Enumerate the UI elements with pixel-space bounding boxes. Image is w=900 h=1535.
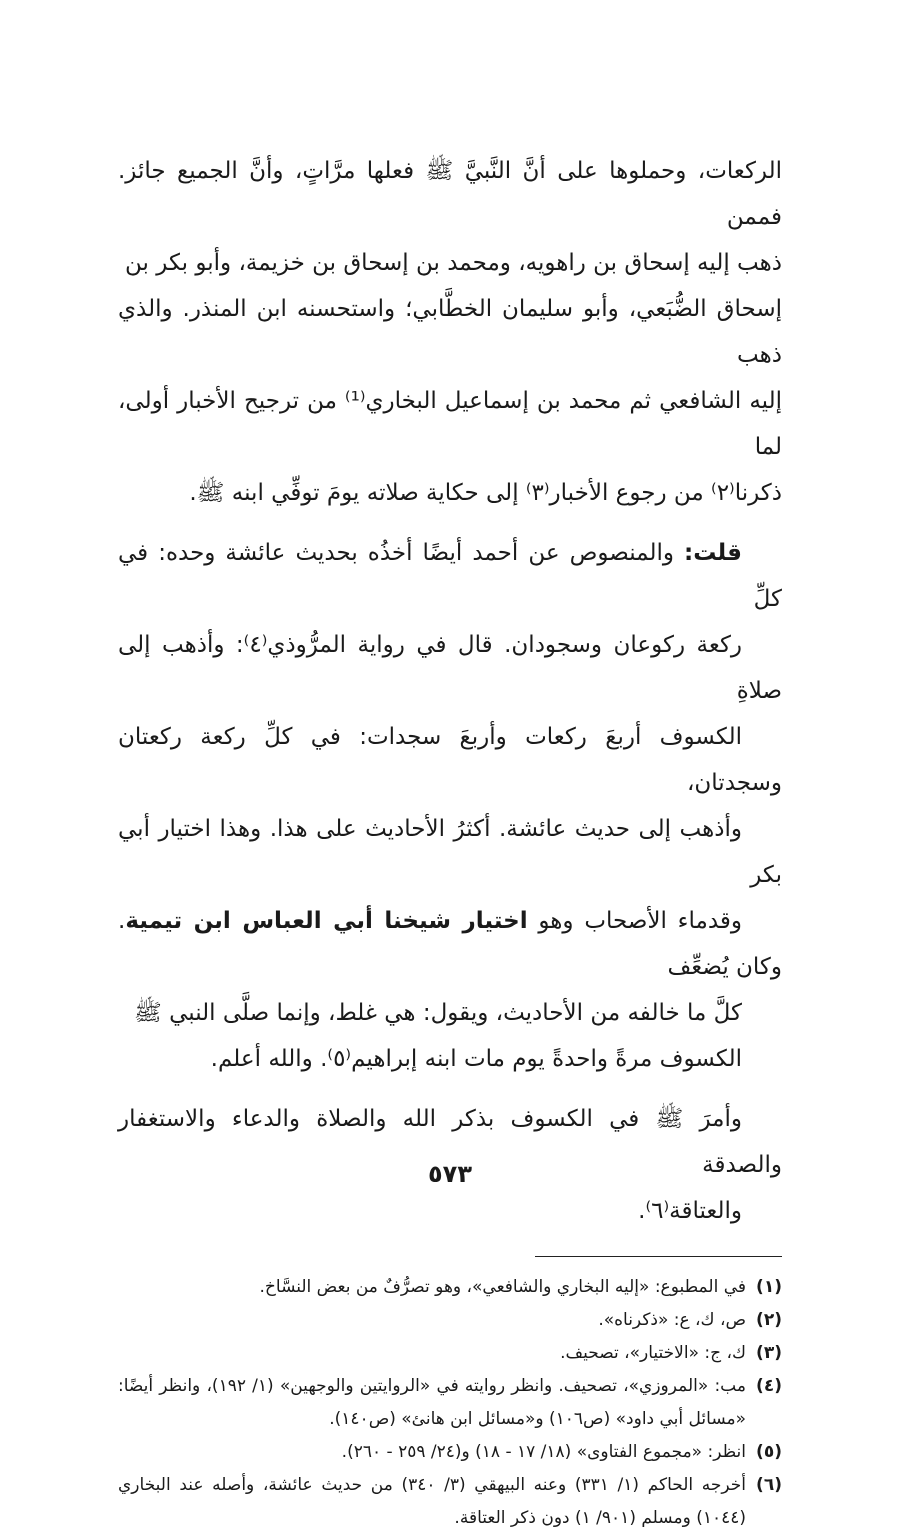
text-line: والعتاقة⁽٦⁾. [638, 1198, 742, 1224]
text-line: وأمرَ ﷺ في الكسوف بذكر الله والصلاة والدعاء والاستغفار والصدقة [118, 1106, 782, 1178]
footnote-text: مب: «المروزي»، تصحيف. وانظر روايته في «الروايتين والوجهين» (١/ ١٩٢)، وانظر أيضًا: «مسائل أبي داود» (ص١٠٦) و«مسائل ابن هانئ» (ص١٤٠). [118, 1376, 746, 1429]
footnote-number: (٢) [756, 1310, 782, 1330]
text-line: إسحاق الضُّبَعي، وأبو سليمان الخطَّابي؛ واستحسنه ابن المنذر. والذي ذهب [118, 296, 782, 368]
text-line [118, 530, 782, 622]
footnote-text: ك، ج: «الاختيار»، تصحيف. [560, 1343, 746, 1363]
footnote [118, 1337, 782, 1370]
footnote [118, 1436, 782, 1469]
footnote-number: (٣) [756, 1343, 782, 1363]
text-line: ذهب إليه إسحاق بن راهويه، ومحمد بن إسحاق بن خزيمة، وأبو بكر بن [125, 250, 782, 276]
footnote-text: انظر: «مجموع الفتاوى» (١٨/ ١٧ - ١٨) و(٢٤/ ٢٥٩ - ٢٦٠). [341, 1442, 746, 1462]
footnote-text: أخرجه الحاكم (١/ ٣٣١) وعنه البيهقي (٣/ ٣٤٠) من حديث عائشة، وأصله عند البخاري (١٠٤٤) ومسلم (٩٠١/ ١) دون ذكر العتاقة. [118, 1475, 746, 1528]
text-segment: . وكان يُضعِّف [118, 908, 782, 980]
footnote-text: ص، ك، ع: «ذكرناه». [598, 1310, 746, 1330]
footnote [118, 1469, 782, 1535]
text-line: الكسوف مرةً واحدةً يوم مات ابنه إبراهيم⁽٥⁾. والله أعلم. [210, 1046, 742, 1072]
text-line: إليه الشافعي ثم محمد بن إسماعيل البخاري⁽¹⁾ من ترجيح الأخبار أولى، لما [118, 388, 782, 460]
footnote-divider [535, 1256, 782, 1257]
text-line: الكسوف أربعَ ركعات وأربعَ سجدات: في كلِّ ركعة ركعتان وسجدتان، [118, 724, 782, 796]
text-line [118, 898, 782, 990]
text-line: ذكرنا⁽٢⁾ من رجوع الأخبار⁽٣⁾ إلى حكاية صلاته يومَ توفِّي ابنه ﷺ. [189, 480, 782, 506]
footnote [118, 1370, 782, 1436]
footnote [118, 1304, 782, 1337]
footnote-number: (٤) [756, 1376, 782, 1396]
text-segment: والمنصوص عن أحمد أيضًا أخذُه بحديث عائشة وحده: في كلِّ [118, 540, 782, 612]
footnotes [118, 1271, 782, 1535]
page-number: ٥٧٣ [428, 1160, 472, 1188]
paragraph-2 [118, 530, 782, 1082]
qultu-lead: قلت: [684, 540, 742, 566]
footnote-number: (٥) [756, 1442, 782, 1462]
text-line: الركعات، وحملوها على أنَّ النَّبيَّ ﷺ فعلها مرَّاتٍ، وأنَّ الجميع جائز. فممن [118, 158, 782, 230]
text-line: كلَّ ما خالفه من الأحاديث، ويقول: هي غلط، وإنما صلَّى النبي ﷺ [134, 1000, 742, 1026]
footnote-number: (١) [756, 1277, 782, 1297]
text-segment: وقدماء الأصحاب وهو [527, 908, 743, 934]
footnote-text: في المطبوع: «إليه البخاري والشافعي»، وهو تصرُّفٌ من بعض النسَّاخ. [259, 1277, 746, 1297]
paragraph-1 [118, 148, 782, 516]
text-line: وأذهب إلى حديث عائشة. أكثرُ الأحاديث على هذا. وهذا اختيار أبي بكر [118, 816, 782, 888]
footnote [118, 1271, 782, 1304]
text-line: ركعة ركوعان وسجودان. قال في رواية المرُّوذي⁽٤⁾: وأذهب إلى صلاةِ [118, 632, 782, 704]
footnote-number: (٦) [756, 1475, 782, 1495]
bold-phrase: اختيار شيخنا أبي العباس ابن تيمية [125, 908, 528, 934]
